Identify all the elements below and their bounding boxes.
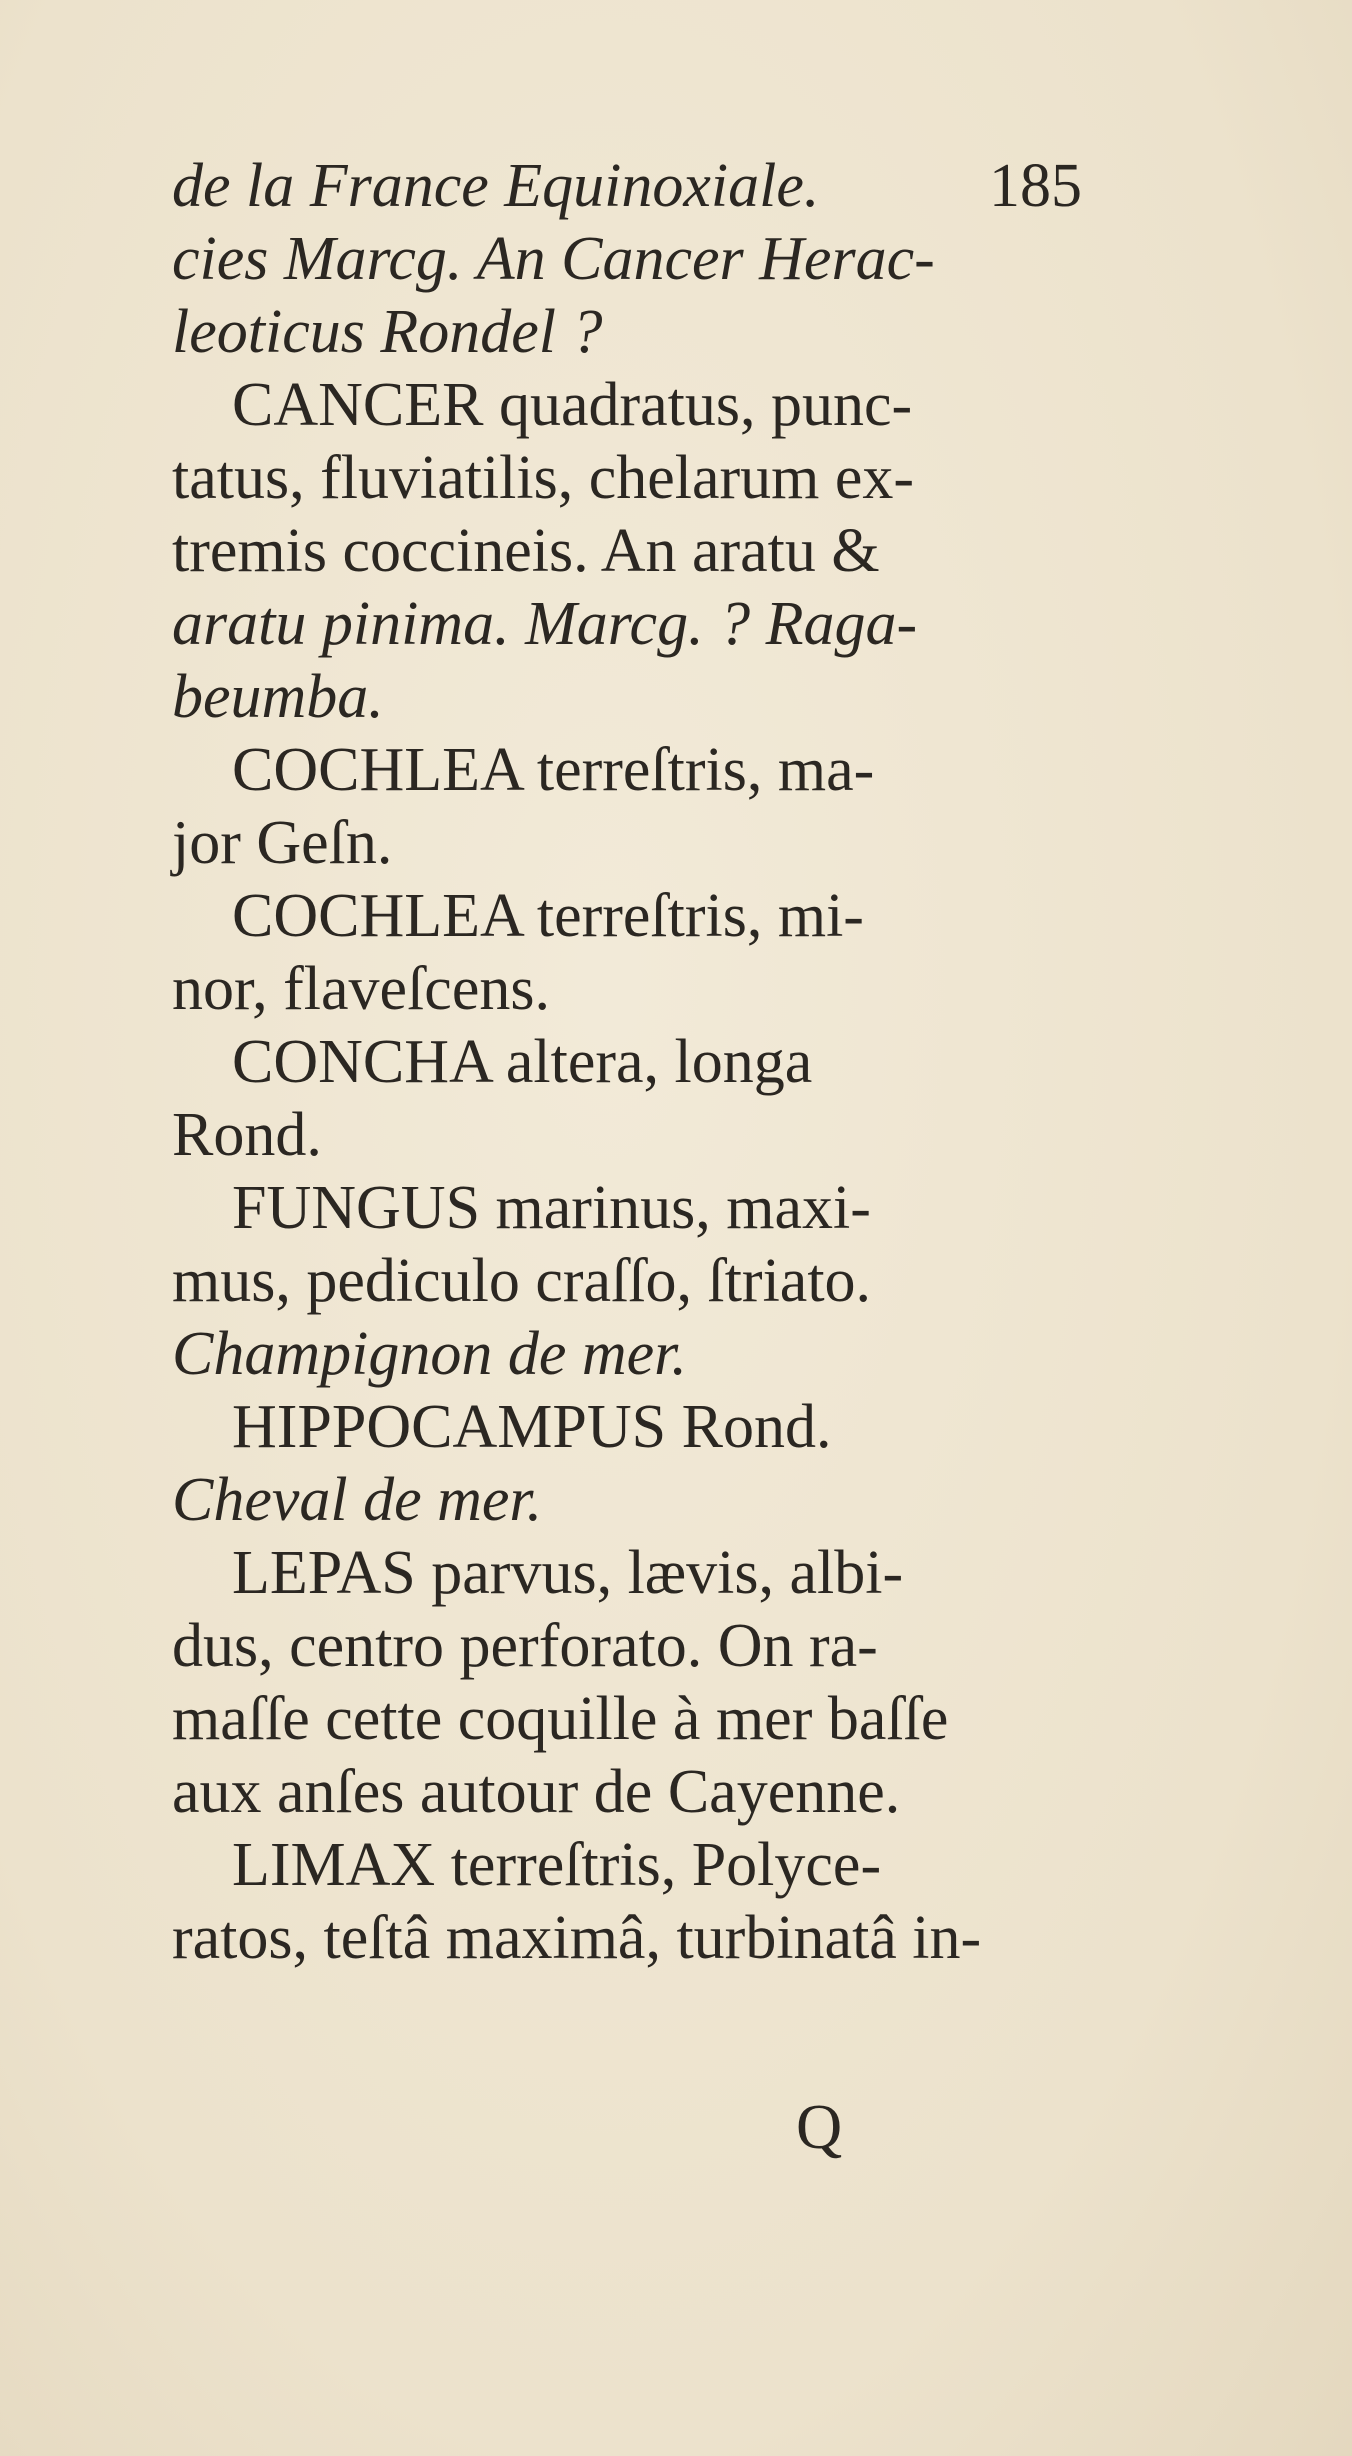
running-title: de la France Equinoxiale. — [172, 152, 820, 220]
page-text — [172, 150, 1082, 1975]
text-line: aux anſes autour de Cayenne. — [172, 1758, 901, 1826]
text-line: Cheval de mer. — [172, 1466, 543, 1534]
text-line: leoticus Rondel ? — [172, 298, 603, 366]
text-line: aratu pinima. Marcg. ? Raga- — [172, 590, 918, 658]
text-line: cies Marcg. An Cancer Herac- — [172, 225, 935, 293]
entry-line: COCHLEA terreſtris, ma- — [232, 736, 875, 804]
entry-line: HIPPOCAMPUS Rond. — [232, 1393, 832, 1461]
page-number: 185 — [989, 152, 1082, 220]
entry-line: LEPAS parvus, lævis, albi- — [232, 1539, 904, 1607]
text-line: dus, centro perforato. On ra- — [172, 1612, 878, 1680]
text-line: mus, pediculo craſſo, ſtriato. — [172, 1247, 872, 1315]
running-header — [172, 150, 1082, 223]
entry-line: COCHLEA terreſtris, mi- — [232, 882, 864, 950]
text-line: beumba. — [172, 663, 384, 731]
text-line: nor, flaveſcens. — [172, 955, 550, 1023]
entry-line: FUNGUS marinus, maxi- — [232, 1174, 871, 1242]
entry-line: CANCER quadratus, punc- — [232, 371, 913, 439]
text-line: tatus, fluviatilis, chelarum ex- — [172, 444, 915, 512]
text-line: jor Geſn. — [172, 809, 393, 877]
text-line: Champignon de mer. — [172, 1320, 687, 1388]
text-line: maſſe cette coquille à mer baſſe — [172, 1685, 949, 1753]
signature-mark: Q — [796, 2091, 843, 2162]
entry-line: CONCHA altera, longa — [232, 1028, 813, 1096]
text-line: Rond. — [172, 1101, 322, 1169]
entry-line: LIMAX terreſtris, Polyce- — [232, 1831, 882, 1899]
text-line: ratos, teſtâ maximâ, turbinatâ in- — [172, 1904, 982, 1972]
text-line: tremis coccineis. An aratu & — [172, 517, 880, 585]
